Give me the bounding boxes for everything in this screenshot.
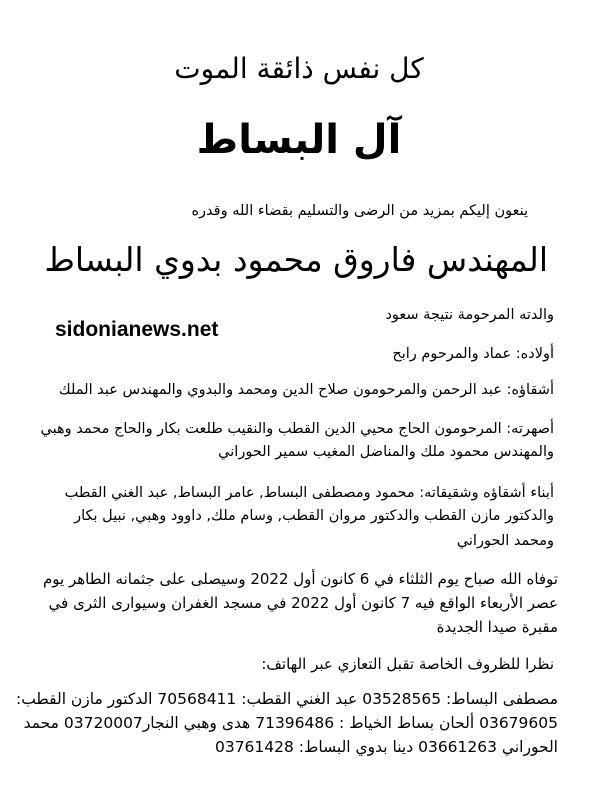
deceased-name: المهندس فاروق محمود بدوي البساط — [44, 240, 548, 279]
nephews-line-2: والدكتور مازن القطب والدكتور مروان القطب, وسام ملك, داوود وهبي, نبيل بكار — [74, 508, 554, 524]
in-laws-line-2: والمهندس محمود ملك والمناضل المغيب سمير الحوراني — [218, 444, 554, 460]
nephews-line-1: أبناء أشقاؤه وشقيقاته: محمود ومصطفى البساط, عامر البساط, عبد الغني القطب — [64, 485, 554, 501]
quran-verse-heading: كل نفس ذائقة الموت — [174, 52, 424, 85]
in-laws-line-1: أصهرته: المرحومون الحاج محيي الدين القطب والنقيب طلعت بكار والحاج محمد وهبي — [40, 421, 554, 437]
death-announcement-line-1: توفاه الله صباح يوم الثلثاء في 6 كانون أول 2022 وسيصلى على جثمانه الطاهر يوم — [42, 570, 558, 588]
nephews-line-3: ومحمد الحوراني — [456, 533, 554, 549]
siblings-line: أشقاؤه: عبد الرحمن والمرحومون صلاح الدين ومحمد والبدوي والمهندس عبد الملك — [58, 382, 554, 398]
announcement-intro: ينعون إليكم بمزيد من الرضى والتسليم بقضاء الله وقدره — [191, 203, 528, 219]
children-line: أولاده: عماد والمرحوم رابح — [392, 346, 554, 362]
phone-list-line-3: الحوراني 03661263 دينا بدوي البساط: 03761428 — [214, 738, 558, 756]
condolence-note: نظرا للظروف الخاصة تقبل التعازي عبر الهاتف: — [261, 655, 554, 673]
mother-line: والدته المرحومة نتيجة سعود — [385, 307, 554, 323]
phone-list-line-2: 03679605 ألحان بساط الخياط : 71396486 هدى وهبي النجار03720007 محمد — [23, 714, 558, 732]
death-announcement-line-3: مقبرة صيدا الجديدة — [436, 618, 558, 636]
family-name-title: آل البساط — [196, 117, 402, 163]
phone-list-line-1: مصطفى البساط: 03528565 عبد الغني القطب: 70568411 الدكتور مازن القطب: — [15, 690, 558, 708]
death-announcement-line-2: عصر الأربعاء الواقع فيه 7 كانون أول 2022 في مسجد الغفران وسيوارى الثرى في — [48, 594, 558, 612]
website-watermark: sidonianews.net — [55, 318, 219, 341]
